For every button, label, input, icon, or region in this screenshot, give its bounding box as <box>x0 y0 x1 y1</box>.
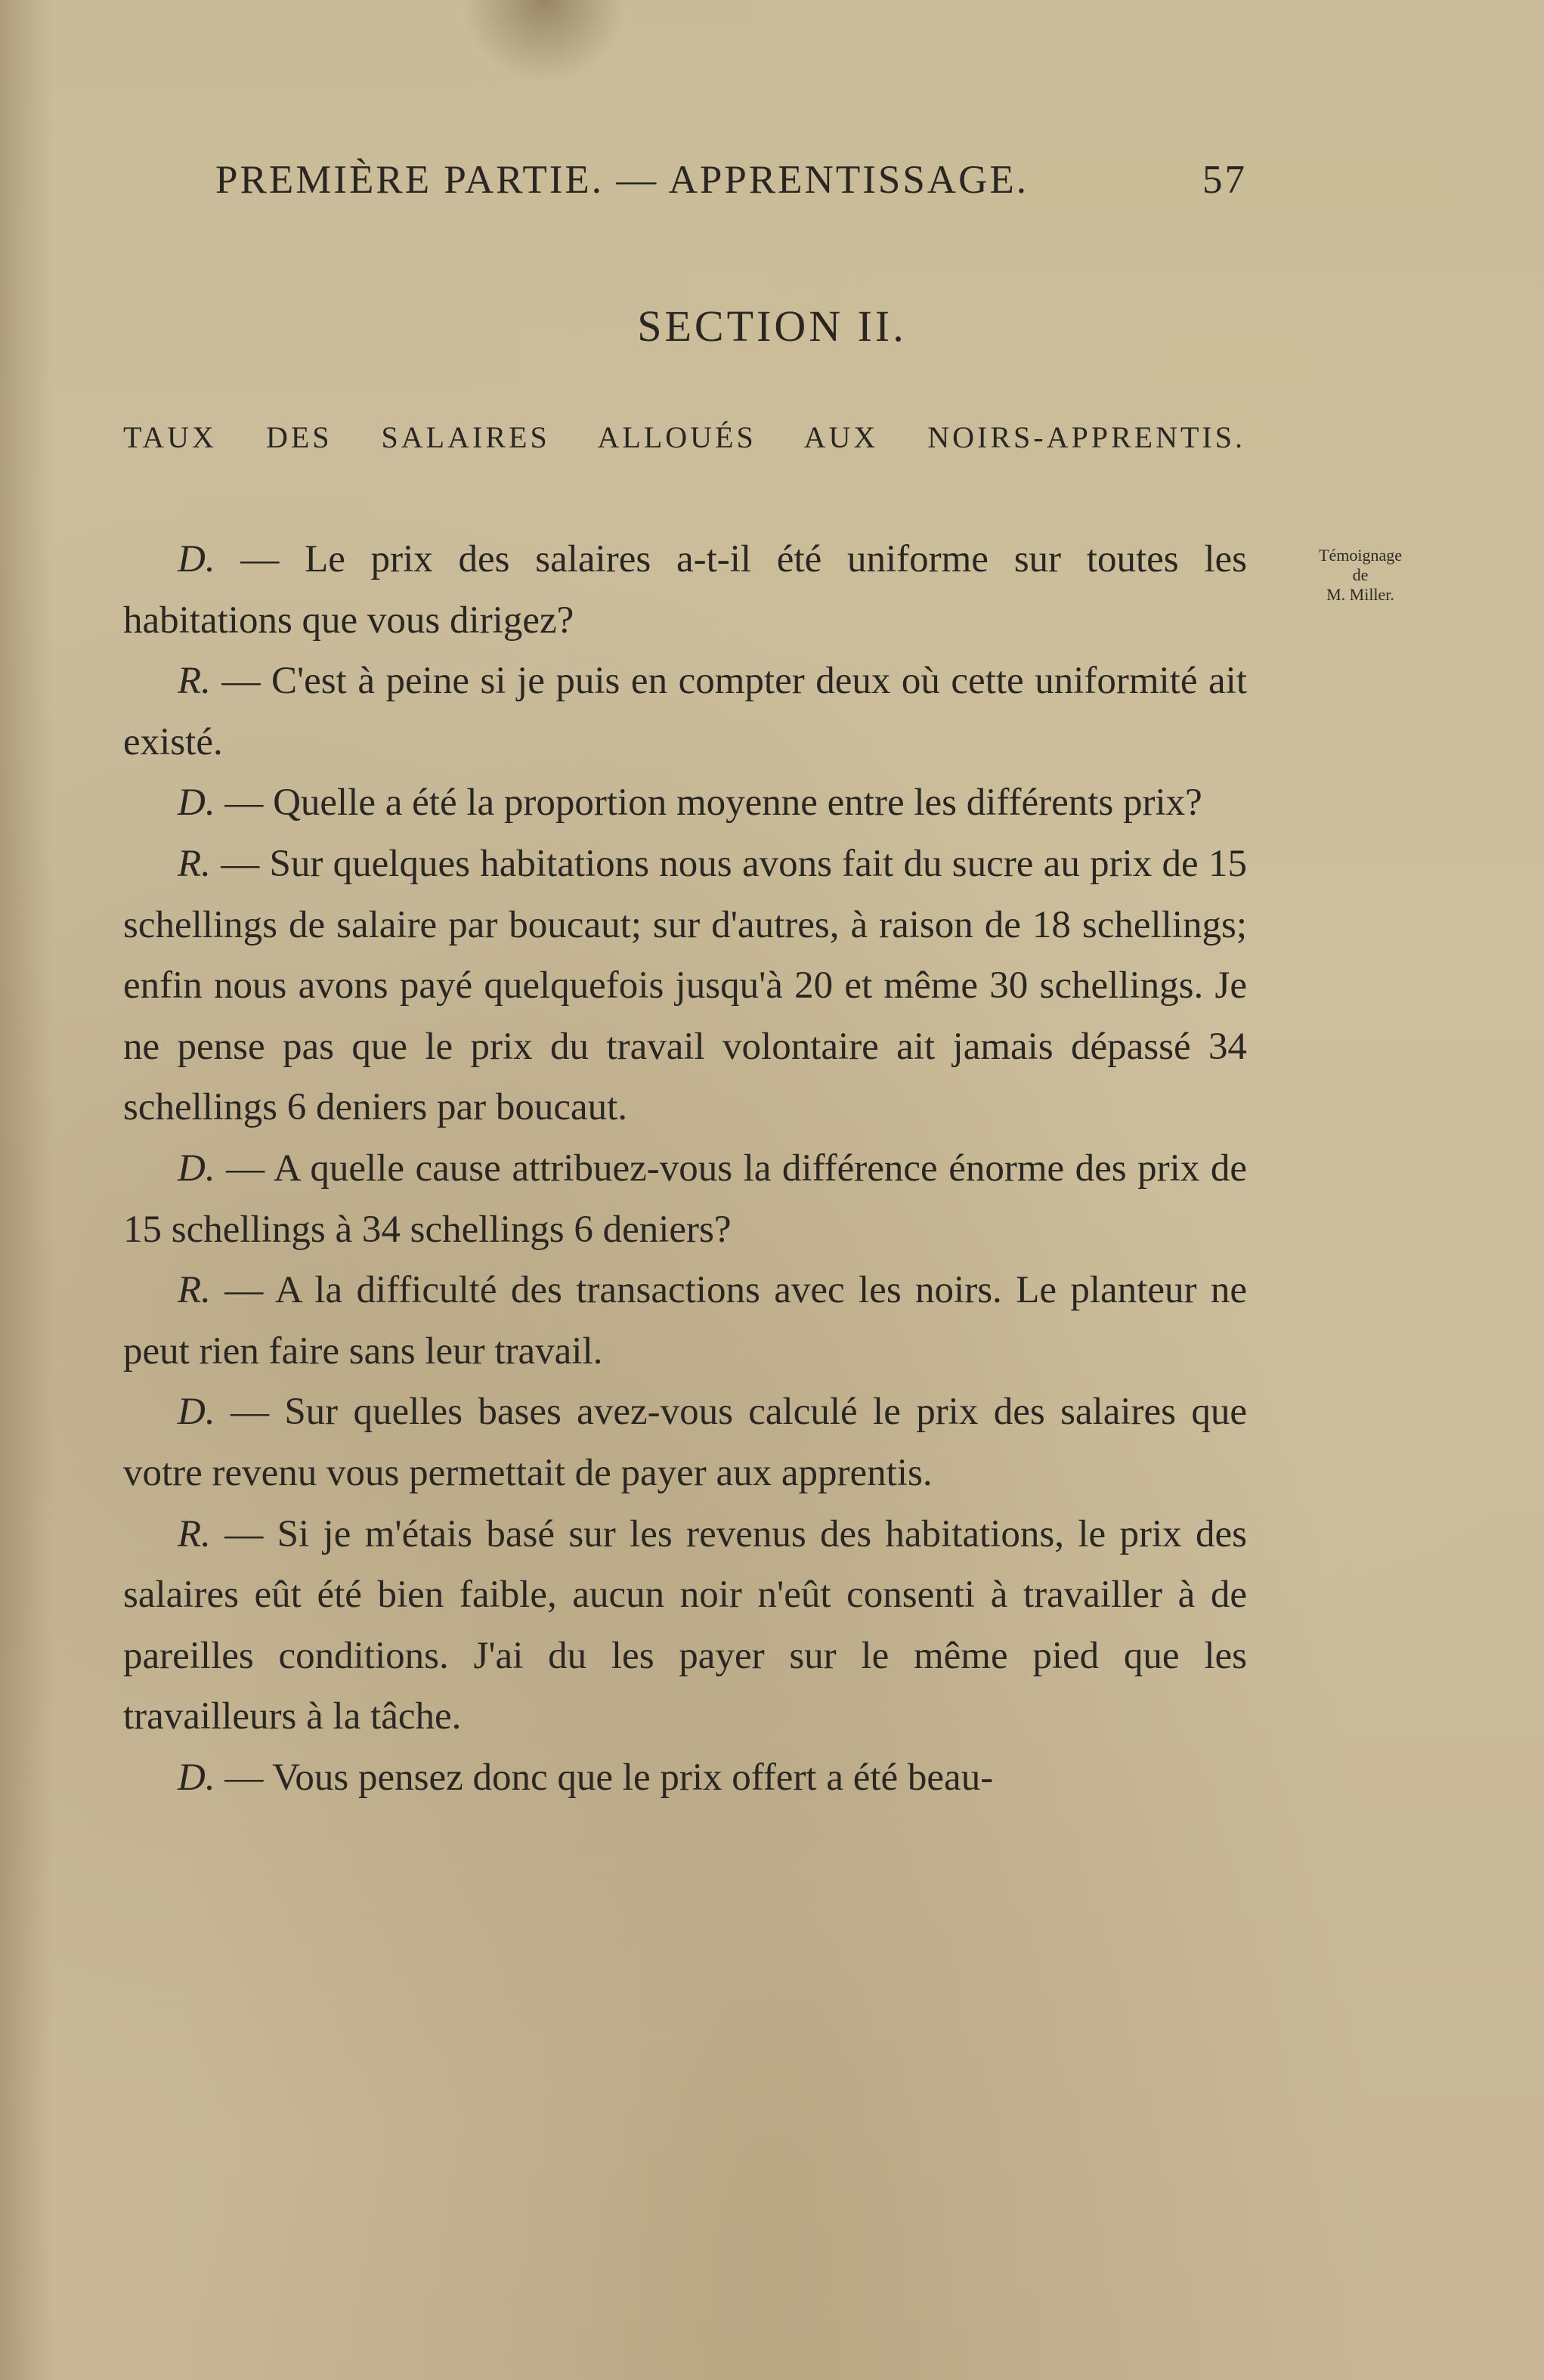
page-stain-top <box>461 0 627 83</box>
speaker-tag: D. <box>178 1756 215 1799</box>
speaker-tag: R. <box>178 842 211 885</box>
section-subtitle: TAUX DES SALAIRES ALLOUÉS AUX NOIRS-APPRENTIS. <box>123 420 1245 454</box>
speaker-tag: D. <box>178 538 215 580</box>
paragraph <box>123 1260 1247 1382</box>
speaker-tag: D. <box>178 1147 215 1190</box>
paragraph-text: — A la difficulté des transactions avec les noirs. Le planteur ne peut rien faire sans leur travail. <box>123 1269 1247 1373</box>
paragraph-text: — Si je m'étais basé sur les revenus des habitations, le prix des salaires eût été bien faible, aucun noir n'eût consenti à travailler à de pareilles conditions. J'ai du les payer sur le même pied que les travailleurs à la tâche. <box>123 1512 1247 1738</box>
paragraph <box>123 1138 1247 1260</box>
section-title <box>0 301 1544 351</box>
paragraph-text: — Sur quelques habitations nous avons fait du sucre au prix de 15 schellings de salaire par boucaut; sur d'autres, à raison de 18 schellings; enfin nous avons payé quelquefois jusqu'à 20 et même 30 schellings. Je ne pense pas que le prix du travail volontaire ait jamais dépassé 34 schellings 6 deniers par boucaut. <box>123 842 1247 1129</box>
speaker-tag: D. <box>178 781 215 825</box>
margin-note <box>1285 546 1436 605</box>
paragraph <box>123 1747 1247 1809</box>
speaker-tag: R. <box>178 1512 211 1555</box>
page-number: 57 <box>1202 158 1247 202</box>
paragraph-text: — C'est à peine si je puis en compter deux où cette uniformité ait existé. <box>123 660 1247 763</box>
paragraph <box>123 834 1247 1138</box>
running-head-title: PREMIÈRE PARTIE. — APPRENTISSAGE. <box>215 158 1029 202</box>
margin-note-line-2: de <box>1352 565 1369 584</box>
section-title-text: SECTION II. <box>637 302 907 351</box>
paragraph-text: — A quelle cause attribuez-vous la différence énorme des prix de 15 schellings à 34 schellings 6 deniers? <box>123 1147 1247 1251</box>
margin-note-line-1: Témoignage <box>1319 546 1402 565</box>
speaker-tag: R. <box>178 1269 211 1312</box>
paragraph-text: — Le prix des salaires a-t-il été uniforme sur toutes les habitations que vous dirigez? <box>123 538 1247 642</box>
paragraph <box>123 1504 1247 1747</box>
page-stain-left <box>0 0 53 2380</box>
paragraph <box>123 529 1247 651</box>
paragraph <box>123 1382 1247 1503</box>
margin-note-line-3: M. Miller. <box>1326 585 1394 604</box>
paragraph <box>123 651 1247 772</box>
paragraph-text: — Sur quelles bases avez-vous calculé le prix des salaires que votre revenu vous permettait de payer aux apprentis. <box>123 1391 1247 1494</box>
paragraph-text: — Vous pensez donc que le prix offert a été beau- <box>215 1756 994 1799</box>
paragraph-text: — Quelle a été la proportion moyenne entre les différents prix? <box>215 781 1202 825</box>
body-text <box>123 529 1247 1808</box>
speaker-tag: R. <box>178 660 211 703</box>
speaker-tag: D. <box>178 1391 215 1434</box>
paragraph <box>123 772 1247 834</box>
